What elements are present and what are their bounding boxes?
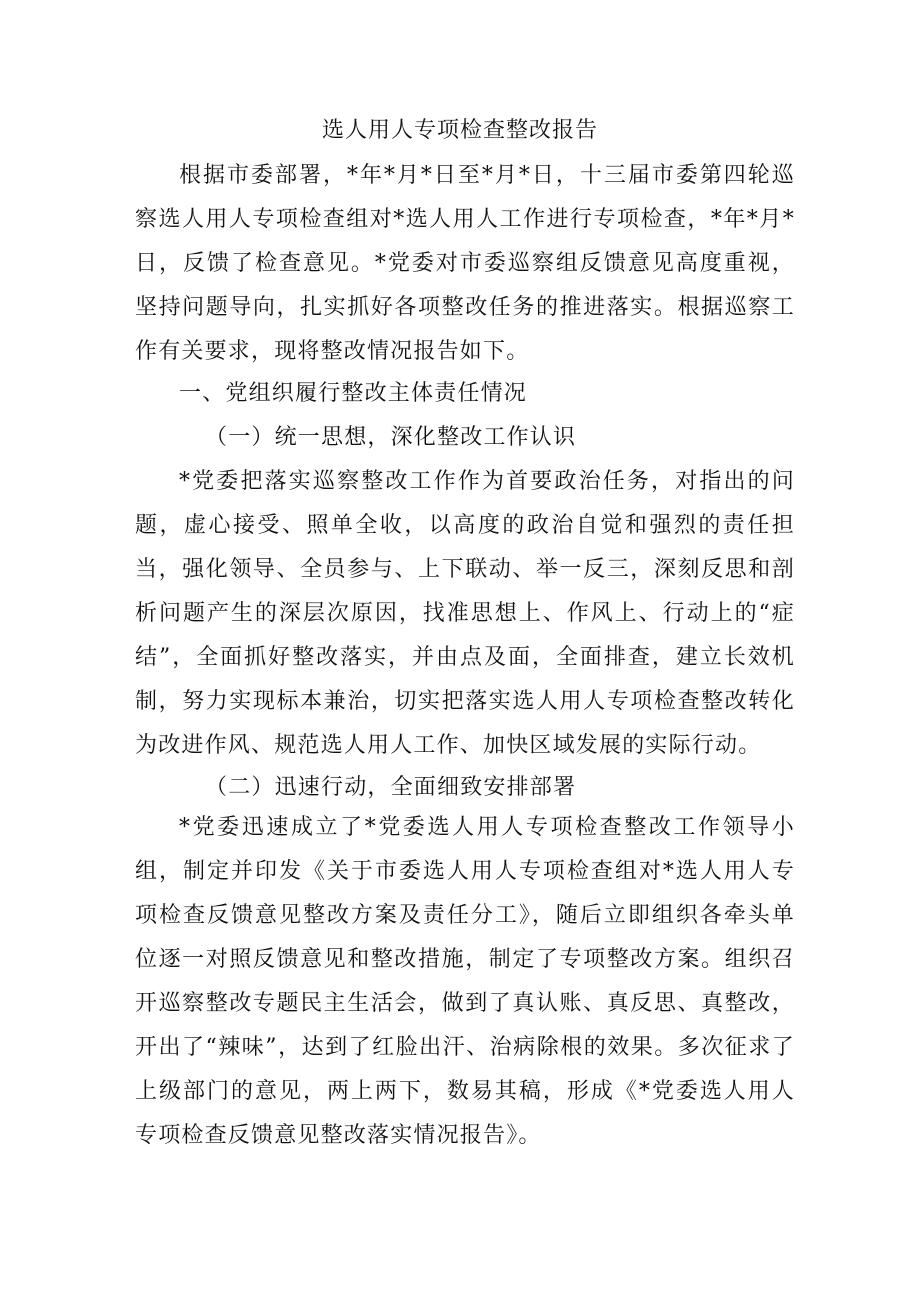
document-title: 选人用人专项检查整改报告 — [321, 118, 598, 143]
subsection-heading-1: （一）统一思想，深化整改工作认识 — [205, 425, 577, 450]
subsection-1-paragraph: *党委把落实巡察整改工作作为首要政治任务，对指出的问题，虚心接受、照单全收，以高度的政治自觉和强烈的责任担当，强化领导、全员参与、上下联动、举一反三，深刻反思和剖析问题产生的深层次原因，找准思想上、作风上、行动上的“症结”，全面抓好整改落实，并由点及面，全面排查，建立长效机制，努力实现标本兼治，切实把落实选人用人专项检查整改转化为改进作风、规范选人用人工作、加快区域发展的实际行动。 — [135, 469, 795, 758]
subsection-2-paragraph: *党委迅速成立了*党委选人用人专项检查整改工作领导小组，制定并印发《关于市委选人用人专项检查组对*选人用人专项检查反馈意见整改方案及责任分工》，随后立即组织各牵头单位逐一对照反馈意见和整改措施，制定了专项整改方案。组织召开巡察整改专题民主生活会，做到了真认账、真反思、真整改，开出了“辣味”，达到了红脸出汗、治病除根的效果。多次征求了上级部门的意见，两上两下，数易其稿，形成《*党委选人用人专项检查反馈意见整改落实情况报告》。 — [135, 815, 795, 1148]
subsection-heading-2: （二）迅速行动，全面细致安排部署 — [205, 775, 577, 800]
intro-paragraph: 根据市委部署，*年*月*日至*月*日，十三届市委第四轮巡察选人用人专项检查组对*选人用人工作进行专项检查，*年*月*日，反馈了检查意见。*党委对市委巡察组反馈意见高度重视，坚持问题导向，扎实抓好各项整改任务的推进落实。根据巡察工作有关要求，现将整改情况报告如下。 — [135, 163, 795, 364]
section-heading-1: 一、党组织履行整改主体责任情况 — [179, 381, 528, 406]
